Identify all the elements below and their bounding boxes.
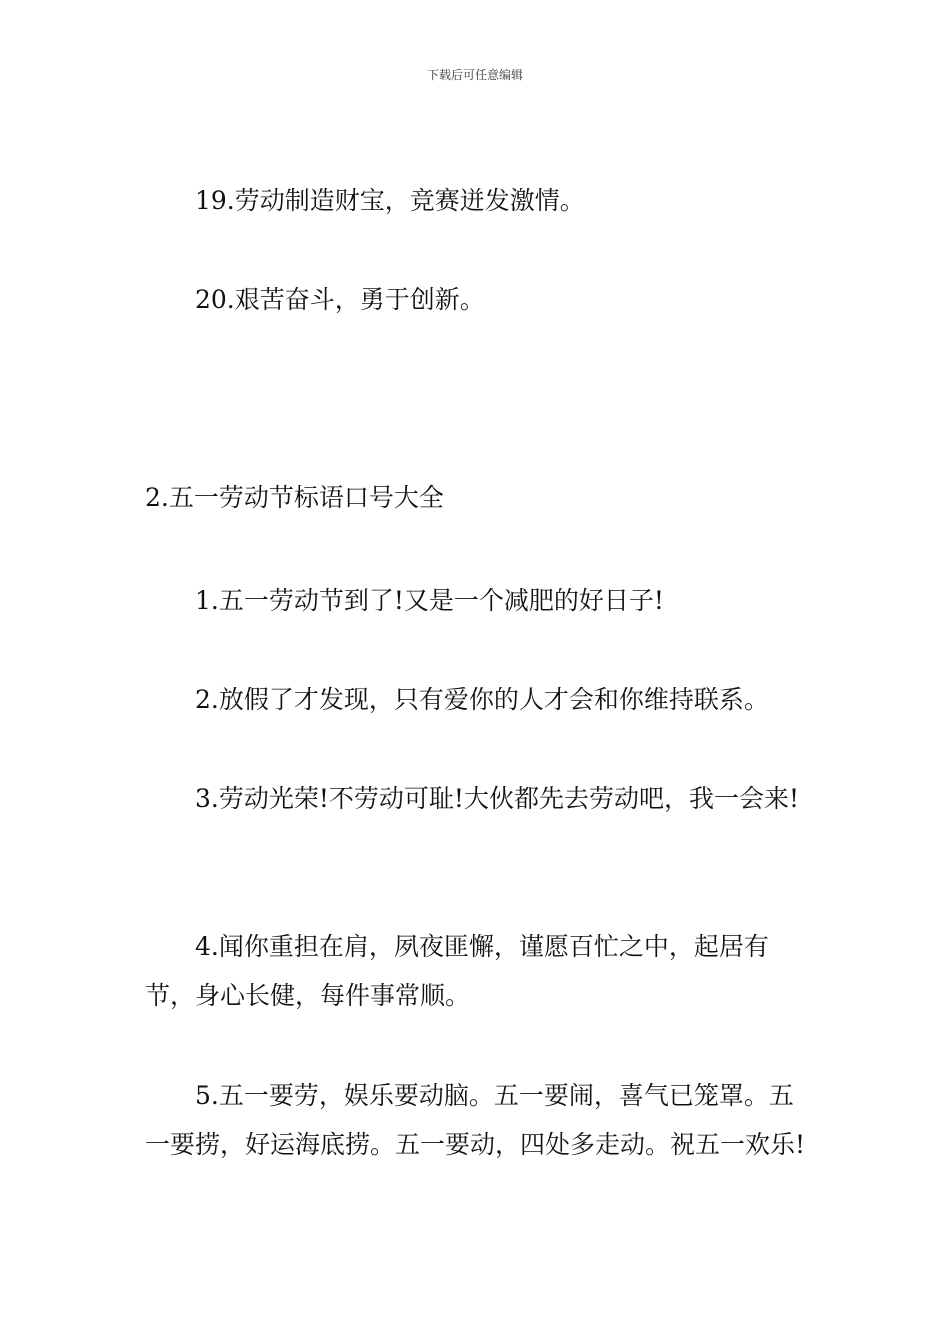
list-item: 19.劳动制造财宝，竞赛迸发激情。: [195, 186, 585, 215]
list-item: 4.闻你重担在肩，夙夜匪懈，谨愿百忙之中，起居有节，身心长健，每件事常顺。: [145, 932, 769, 1010]
list-item: 5.五一要劳，娱乐要动脑。五一要闹，喜气已笼罩。五一要捞，好运海底捞。五一要动，四处多走动。祝五一欢乐!: [145, 1081, 806, 1159]
list-item: 2.放假了才发现，只有爱你的人才会和你维持联系。: [195, 685, 769, 714]
page-header: 下载后可任意编辑: [426, 68, 523, 82]
list-item: 20.艰苦奋斗，勇于创新。: [195, 285, 485, 314]
list-item: 3.劳动光荣!不劳动可耻!大伙都先去劳动吧，我一会来!: [195, 784, 799, 813]
list-item: 1.五一劳动节到了!又是一个减肥的好日子!: [195, 586, 664, 615]
section-title: 2.五一劳动节标语口号大全: [145, 483, 444, 512]
